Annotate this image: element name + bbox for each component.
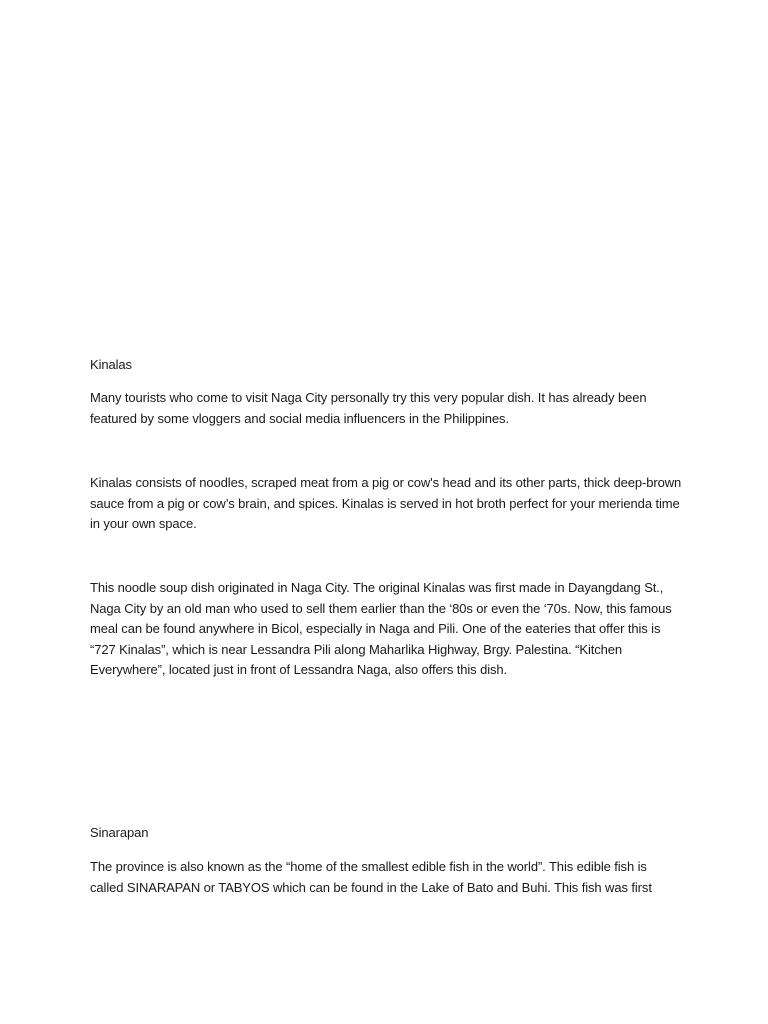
text-line: Kinalas consists of noodles, scraped meat from a pig or cow's head and its other parts, thick deep-brown [90,475,682,490]
section-heading-sinarapan [90,823,690,843]
paragraph-kinalas-origin [90,578,690,681]
text-line: meal can be found anywhere in Bicol, especially in Naga and Pili. One of the eateries that offer this is [90,621,661,636]
paragraph-sinarapan-intro [90,857,690,898]
text-line: sauce from a pig or cow’s brain, and spices. Kinalas is served in hot broth perfect for your merienda time [90,495,680,511]
text-line: in your own space. [90,516,197,531]
heading-text: Sinarapan [90,825,149,840]
text-line: Naga City by an old man who used to sell them earlier than the ‘80s or even the ‘70s. Now, this famous [90,600,672,616]
text-line: featured by some vloggers and social media influencers in the Philippines. [90,410,509,426]
text-line: The province is also known as the “home of the smallest edible fish in the world”. This edible fish is [90,859,647,874]
text-line: Everywhere”, located just in front of Lessandra Naga, also offers this dish. [90,662,508,677]
section-heading-kinalas [90,355,690,375]
text-line: This noodle soup dish originated in Naga City. The original Kinalas was first made in Dayangdang St., [90,580,664,595]
text-line: called SINARAPAN or TABYOS which can be found in the Lake of Bato and Buhi. This fish was first [90,879,652,895]
text-line: “727 Kinalas”, which is near Lessandra Pili along Maharlika Highway, Brgy. Palestina. “Kitchen [90,641,623,657]
paragraph-kinalas-intro [90,388,690,429]
text-line: Many tourists who come to visit Naga City personally try this very popular dish. It has already been [90,390,647,405]
heading-text: Kinalas [90,357,132,372]
paragraph-kinalas-ingredients [90,473,690,535]
